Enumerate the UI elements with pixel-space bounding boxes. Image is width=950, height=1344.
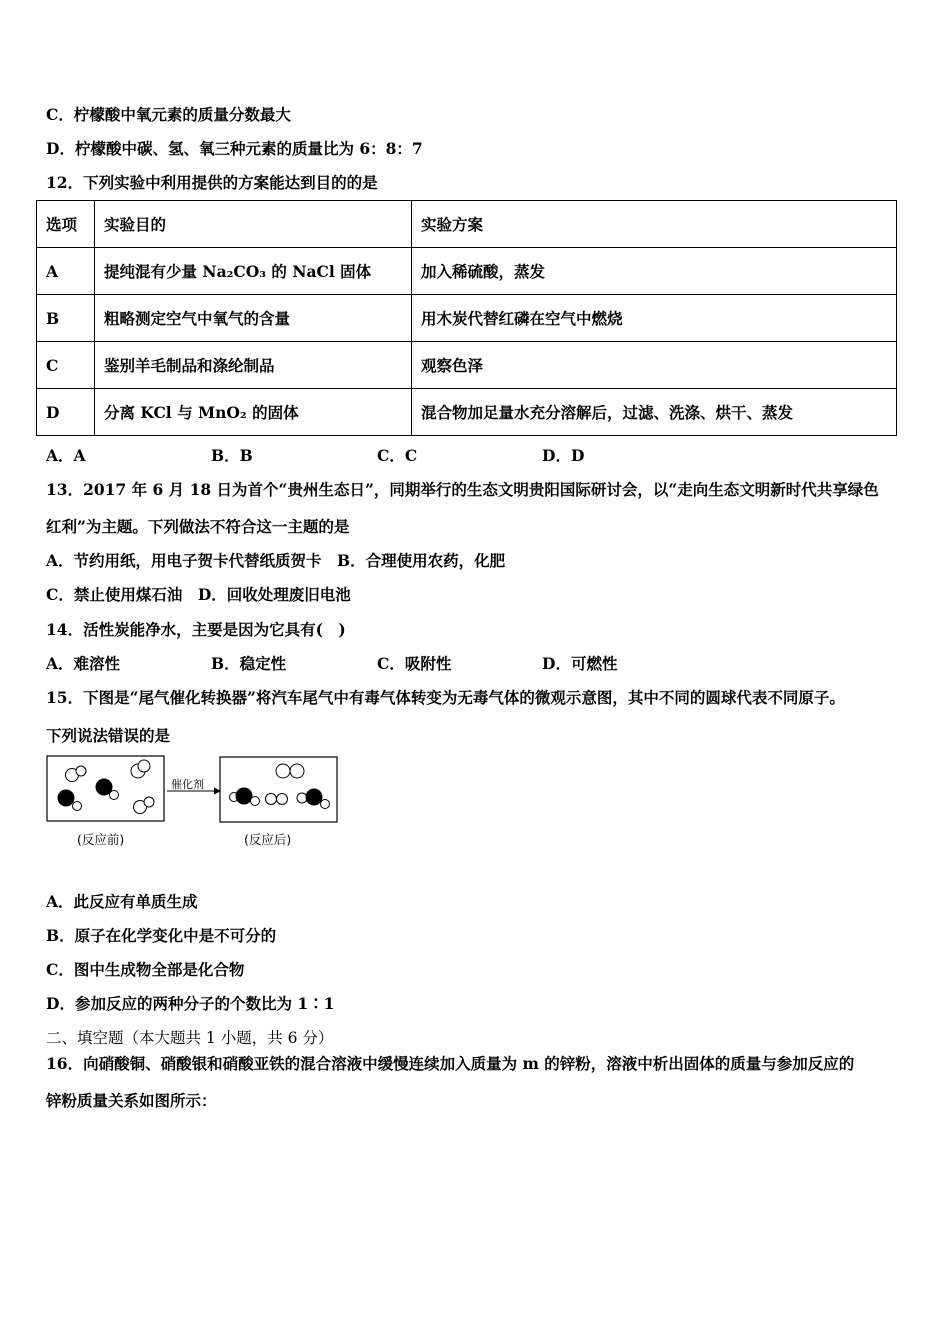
q15-option-b: B．原子在化学变化中是不可分的 [46, 926, 277, 945]
q13-stem-line2: 红利”为主题。下列做法不符合这一主题的是 [46, 517, 350, 536]
section-title: 二、填空题（本大题共 1 小题，共 6 分） [46, 1029, 334, 1047]
row-plan: 观察色泽 [412, 342, 897, 389]
row-option: A [37, 248, 95, 295]
row-goal: 粗略测定空气中氧气的含量 [95, 295, 412, 342]
reaction-diagram [46, 754, 346, 858]
table-row [37, 295, 897, 342]
q12-option-c: C．C [377, 446, 418, 465]
row-goal: 鉴别羊毛制品和涤纶制品 [95, 342, 412, 389]
q14-option-b: B．稳定性 [211, 654, 287, 673]
q12-option-d: D．D [542, 446, 585, 465]
q12-option-a: A．A [46, 446, 86, 465]
q15-stem-line1: 15．下图是“尾气催化转换器”将汽车尾气中有毒气体转变为无毒气体的微观示意图，其中不同的圆球代表不同原子。 [46, 688, 845, 707]
black-atom [306, 789, 323, 806]
q13-options-cd: C．禁止使用煤石油 D．回收处理废旧电池 [46, 585, 351, 604]
white-atom [144, 797, 154, 807]
white-atom [138, 760, 150, 772]
white-atom [290, 764, 304, 778]
arrow-label: 催化剂 [171, 778, 204, 791]
white-atom [277, 794, 288, 805]
q14-option-a: A．难溶性 [46, 654, 121, 673]
q15-option-a: A．此反应有单质生成 [46, 892, 198, 911]
white-atom [251, 797, 260, 806]
row-plan: 加入稀硫酸，蒸发 [412, 248, 897, 295]
white-atom [110, 791, 119, 800]
caption-after: (反应后) [244, 832, 292, 847]
row-plan: 用木炭代替红磷在空气中燃烧 [412, 295, 897, 342]
white-atom [73, 802, 82, 811]
q13-stem-line1: 13．2017 年 6 月 18 日为首个“贵州生态日”，同期举行的生态文明贵阳国际研讨会，以“走向生态文明新时代共享绿色 [46, 480, 879, 499]
row-option: D [37, 389, 95, 436]
header-option: 选项 [37, 201, 95, 248]
row-plan: 混合物加足量水充分溶解后，过滤、洗涤、烘干、蒸发 [412, 389, 897, 436]
row-option: B [37, 295, 95, 342]
row-goal: 分离 KCl 与 MnO₂ 的固体 [95, 389, 412, 436]
row-goal: 提纯混有少量 Na₂CO₃ 的 NaCl 固体 [95, 248, 412, 295]
table-row [37, 389, 897, 436]
header-plan: 实验方案 [412, 201, 897, 248]
q15-option-c: C．图中生成物全部是化合物 [46, 960, 245, 979]
black-atom [236, 788, 253, 805]
q15-option-d: D．参加反应的两种分子的个数比为 1∶1 [46, 994, 335, 1013]
q15-stem-line2: 下列说法错误的是 [46, 726, 171, 745]
header-goal: 实验目的 [95, 201, 412, 248]
q14-option-d: D．可燃性 [542, 654, 618, 673]
white-atom [321, 800, 330, 809]
q14-option-c: C．吸附性 [377, 654, 452, 673]
table-row [37, 248, 897, 295]
white-atom [297, 793, 307, 803]
q11-option-d: D．柠檬酸中碳、氢、氧三种元素的质量比为 6：8：7 [46, 139, 423, 158]
white-atom [76, 766, 86, 776]
q16-stem-line1: 16．向硝酸铜、硝酸银和硝酸亚铁的混合溶液中缓慢连续加入质量为 m 的锌粉，溶液中析出固体的质量与参加反应的 [46, 1054, 855, 1073]
q14-stem: 14．活性炭能净水，主要是因为它具有( ) [46, 620, 346, 639]
table-row [37, 342, 897, 389]
q12-table [36, 200, 897, 436]
q12-stem: 12．下列实验中利用提供的方案能达到目的的是 [46, 173, 378, 192]
white-atom [276, 764, 290, 778]
q12-option-b: B．B [211, 446, 253, 465]
white-atom [266, 794, 277, 805]
caption-before: (反应前) [77, 832, 125, 847]
q13-options-ab: A．节约用纸，用电子贺卡代替纸质贺卡 B．合理使用农药，化肥 [46, 551, 506, 570]
row-option: C [37, 342, 95, 389]
black-atom [58, 790, 75, 807]
q11-option-c: C．柠檬酸中氧元素的质量分数最大 [46, 105, 291, 124]
table-header-row [37, 201, 897, 248]
q16-stem-line2: 锌粉质量关系如图所示： [46, 1091, 217, 1110]
